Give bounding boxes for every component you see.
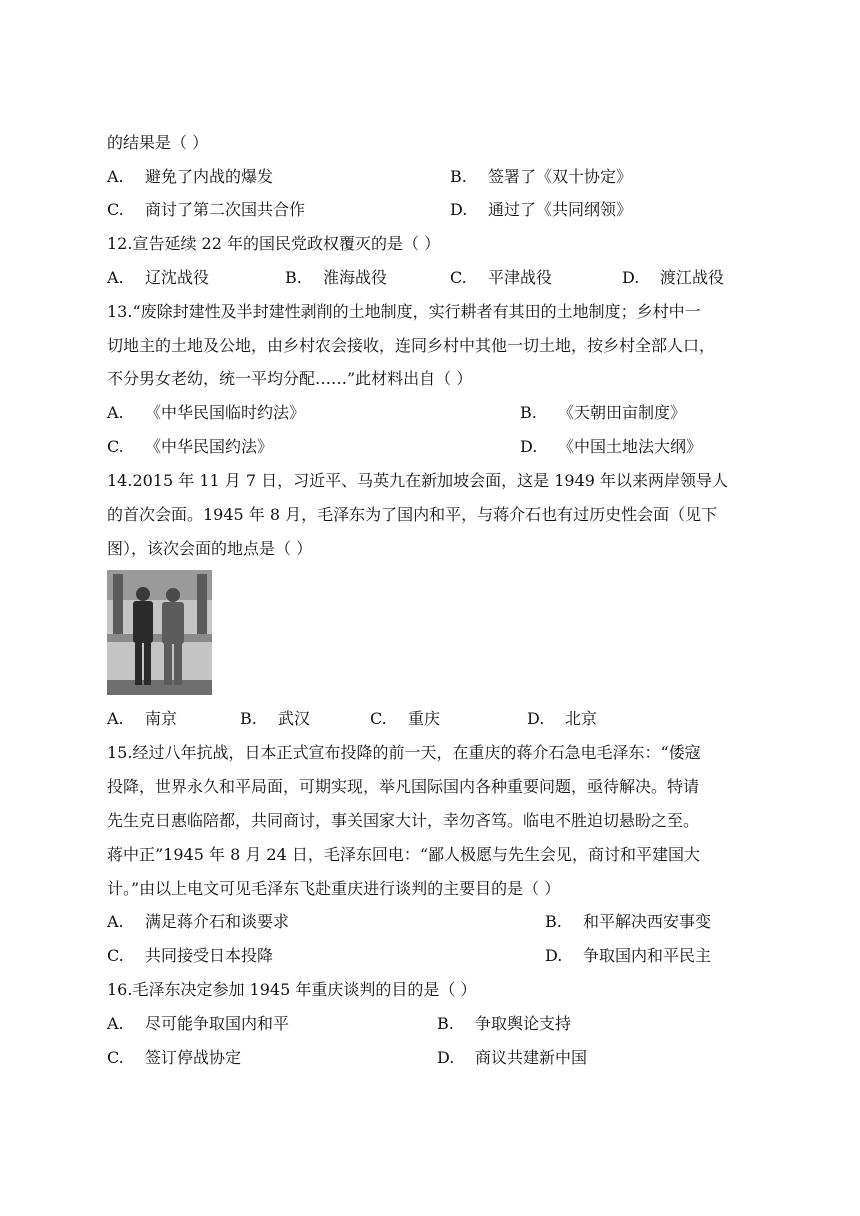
q14-stem-line-3: 图），该次会面的地点是（ ） [107,539,313,558]
q13-stem-line-1: 13.“废除封建性及半封建性剥削的土地制度，实行耕者有其田的土地制度；乡村中一 [107,302,701,321]
q16-stem: 16.毛泽东决定参加 1945 年重庆谈判的目的是（ ） [107,980,477,999]
q14-stem-line-2: 的首次会面。1945 年 8 月，毛泽东为了国内和平，与蒋介石也有过历史性会面（见下 [107,505,718,524]
q13-option-b[interactable]: B. 《天朝田亩制度》 [520,403,687,422]
q16-option-a[interactable]: A. 尽可能争取国内和平 [107,1014,290,1033]
q15-option-a[interactable]: A. 满足蒋介石和谈要求 [107,912,290,931]
q15-stem-line-1: 15.经过八年抗战，日本正式宣布投降的前一天，在重庆的蒋介石急电毛泽东：“倭寇 [107,743,701,762]
q11-option-a[interactable]: A. 避免了内战的爆发 [107,167,274,186]
q16-option-c[interactable]: C. 签订停战协定 [107,1048,242,1067]
q15-option-d[interactable]: D. 争取国内和平民主 [545,946,712,965]
q11-option-b[interactable]: B. 签署了《双十协定》 [450,167,633,186]
q13-option-c[interactable]: C. 《中华民国约法》 [107,437,274,456]
q16-option-d[interactable]: D. 商议共建新中国 [437,1048,588,1067]
q11-option-c[interactable]: C. 商讨了第二次国共合作 [107,200,306,219]
q11-option-d[interactable]: D. 通过了《共同纲领》 [450,200,633,219]
q13-stem-line-2: 切地主的土地及公地，由乡村农会接收，连同乡村中其他一切土地，按乡村全部人口， [107,336,716,355]
q15-stem-line-2: 投降，世界永久和平局面，可期实现，举凡国际国内各种重要问题，亟待解决。特请 [107,777,700,796]
q15-stem-line-4: 蒋中正”1945 年 8 月 24 日，毛泽东回电：“鄙人极愿与先生会见，商讨和平建国大 [107,845,701,864]
q15-option-b[interactable]: B. 和平解决西安事变 [545,912,712,931]
q11-stem-continuation: 的结果是（ ） [107,133,209,152]
q16-option-b[interactable]: B. 争取舆论支持 [437,1014,572,1033]
q14-option-b[interactable]: B. 武汉 [240,709,311,728]
q14-stem-line-1: 14.2015 年 11 月 7 日，习近平、马英九在新加坡会面，这是 1949 年以来两岸领导人 [107,471,729,490]
q14-option-d[interactable]: D. 北京 [527,709,598,728]
q13-option-d[interactable]: D. 《中国土地法大纲》 [520,437,703,456]
q15-stem-line-3: 先生克日惠临陪都，共同商讨，事关国家大计，幸勿吝笃。临电不胜迫切悬盼之至。 [107,811,700,830]
meeting-photo-image [107,570,212,695]
q12-option-b[interactable]: B. 淮海战役 [285,268,388,287]
q12-stem: 12.宣告延续 22 年的国民党政权覆灭的是（ ） [107,234,441,253]
q14-option-a[interactable]: A. 南京 [107,709,178,728]
q15-stem-line-5: 计。”由以上电文可见毛泽东飞赴重庆进行谈判的主要目的是（ ） [107,879,561,898]
q12-option-a[interactable]: A. 辽沈战役 [107,268,210,287]
meeting-photo [107,570,212,695]
q15-option-c[interactable]: C. 共同接受日本投降 [107,946,274,965]
q12-option-c[interactable]: C. 平津战役 [450,268,553,287]
q13-option-a[interactable]: A. 《中华民国临时约法》 [107,403,306,422]
q12-option-d[interactable]: D. 渡江战役 [622,268,725,287]
q14-option-c[interactable]: C. 重庆 [370,709,441,728]
q13-stem-line-3: 不分男女老幼，统一平均分配……”此材料出自（ ） [107,369,473,388]
